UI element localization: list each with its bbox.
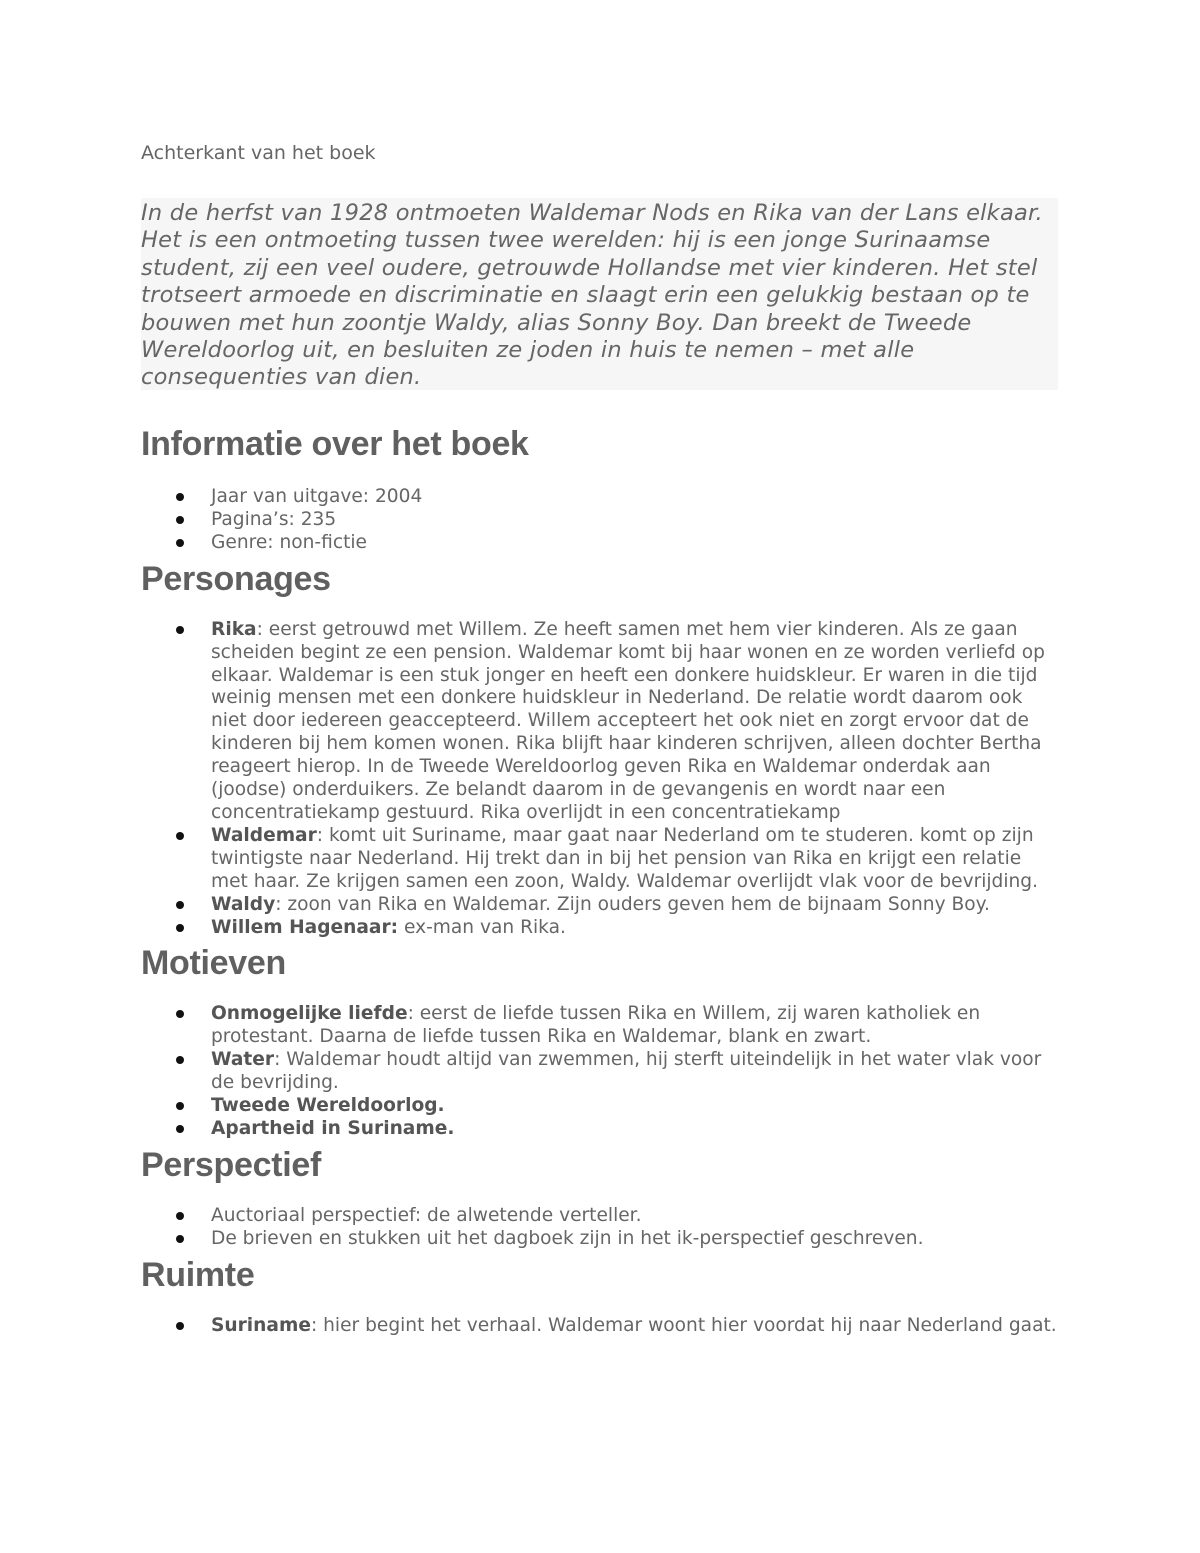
list-item-term: Tweede Wereldoorlog. — [211, 1095, 445, 1117]
bullet-icon — [176, 626, 184, 634]
list-item-term: Suriname — [211, 1314, 311, 1336]
section-list — [141, 1205, 1059, 1251]
list-item-term: Waldemar — [211, 824, 317, 846]
bullet-icon — [176, 924, 184, 932]
bullet-icon — [176, 516, 184, 524]
list-item — [141, 1049, 1059, 1095]
list-item — [141, 486, 1059, 509]
list-item-text: Pagina’s: 235 — [211, 508, 337, 530]
list-item-term: Water — [211, 1049, 275, 1071]
list-item — [141, 1095, 1059, 1118]
list-item-text: : Waldemar houdt altijd van zwemmen, hij sterft uiteindelijk in het water vlak voor de bevrijding. — [211, 1049, 1042, 1094]
list-item-text: : eerst getrouwd met Willem. Ze heeft samen met hem vier kinderen. Als ze gaan scheiden begint ze een pension. Waldemar komt bij haar wonen en ze worden verliefd op elkaar. Waldemar is een stuk jonger en heeft een donkere huidskleur. Er waren in die tijd weinig mensen met een donkere huidskleur in Nederland. De relatie wordt daarom ook niet door iedereen geaccepteerd. Willem accepteert het ook niet en zorgt ervoor dat de kinderen bij hem komen wonen. Rika blijft haar kinderen schrijven, alleen dochter Bertha reageert hierop. In de Tweede Wereldoorlog geven Rika en Waldemar onderdak aan (joodse) onderduikers. Ze belandt daarom in de gevangenis en wordt naar een concentratiekamp gestuurd. Rika overlijdt in een concentratiekamp — [211, 618, 1045, 823]
list-item — [141, 1228, 1059, 1251]
list-item — [141, 532, 1059, 555]
list-item — [141, 1003, 1059, 1049]
list-item — [141, 894, 1059, 917]
bullet-icon — [176, 539, 184, 547]
list-item-text: Genre: non-fictie — [211, 531, 367, 553]
document-page — [141, 0, 1059, 1553]
list-item-text: Jaar van uitgave: 2004 — [211, 486, 423, 507]
list-item-term: Waldy — [211, 893, 276, 915]
list-item-term: Willem Hagenaar: — [211, 916, 399, 938]
list-item-text: : hier begint het verhaal. Waldemar woont hier voordat hij naar Nederland gaat. — [310, 1314, 1057, 1336]
bullet-icon — [176, 1212, 184, 1220]
list-item-text: Auctoriaal perspectief: de alwetende verteller. — [211, 1204, 642, 1226]
section-heading: Informatie over het boek — [141, 425, 529, 463]
section-list — [141, 1315, 1059, 1338]
back-cover-blurb: In de herfst van 1928 ontmoeten Waldemar Nods en Rika van der Lans elkaar. Het is een ontmoeting tussen twee werelden: hij is een jonge Surinaamse student, zij een veel oudere, getrouwde Hollandse met vier kinderen. Het stel trotseert armoede en discriminatie en slaagt erin een gelukkig bestaan op te bouwen met hun zoontje Waldy, alias Sonny Boy. Dan breekt de Tweede Wereldoorlog uit, en besluiten ze joden in huis te nemen – met alle consequenties van dien. — [141, 198, 1058, 390]
section-heading: Perspectief — [141, 1145, 322, 1184]
list-item — [141, 619, 1059, 825]
bullet-icon — [176, 1010, 184, 1018]
section-heading: Ruimte — [141, 1255, 255, 1294]
section-list — [141, 619, 1059, 940]
list-item-term: Rika — [211, 618, 257, 640]
list-item — [141, 917, 1059, 940]
bullet-icon — [176, 1235, 184, 1243]
section-heading: Motieven — [141, 944, 286, 983]
list-item — [141, 1118, 1059, 1141]
list-item-text: De brieven en stukken uit het dagboek zijn in het ik-perspectief geschreven. — [211, 1227, 924, 1249]
bullet-icon — [176, 493, 184, 501]
bullet-icon — [176, 901, 184, 909]
document-content — [141, 424, 1059, 1338]
bullet-icon — [176, 1102, 184, 1110]
list-item-text: ex-man van Rika. — [398, 916, 566, 938]
section-heading: Personages — [141, 559, 331, 598]
bullet-icon — [176, 1056, 184, 1064]
list-item — [141, 825, 1059, 894]
list-item — [141, 509, 1059, 532]
intro-title: Achterkant van het boek — [141, 142, 376, 164]
list-item-term: Apartheid in Suriname. — [211, 1117, 455, 1139]
list-item-term: Onmogelijke liefde — [211, 1003, 408, 1025]
section-list — [141, 1003, 1059, 1140]
list-item-text: : komt uit Suriname, maar gaat naar Nederland om te studeren. komt op zijn twintigste naar Nederland. Hij trekt dan in bij het pension van Rika en krijgt een relatie met haar. Ze krijgen samen een zoon, Waldy. Waldemar overlijdt vlak voor de bevrijding. — [211, 824, 1039, 892]
bullet-icon — [176, 1125, 184, 1133]
list-item-text: : zoon van Rika en Waldemar. Zijn ouders geven hem de bijnaam Sonny Boy. — [275, 893, 990, 915]
bullet-icon — [176, 832, 184, 840]
list-item — [141, 1205, 1059, 1228]
section-list — [141, 486, 1059, 555]
list-item-text: : eerst de liefde tussen Rika en Willem, zij waren katholiek en protestant. Daarna de liefde tussen Rika en Waldemar, blank en zwart. — [211, 1003, 981, 1048]
list-item — [141, 1315, 1059, 1338]
bullet-icon — [176, 1322, 184, 1330]
